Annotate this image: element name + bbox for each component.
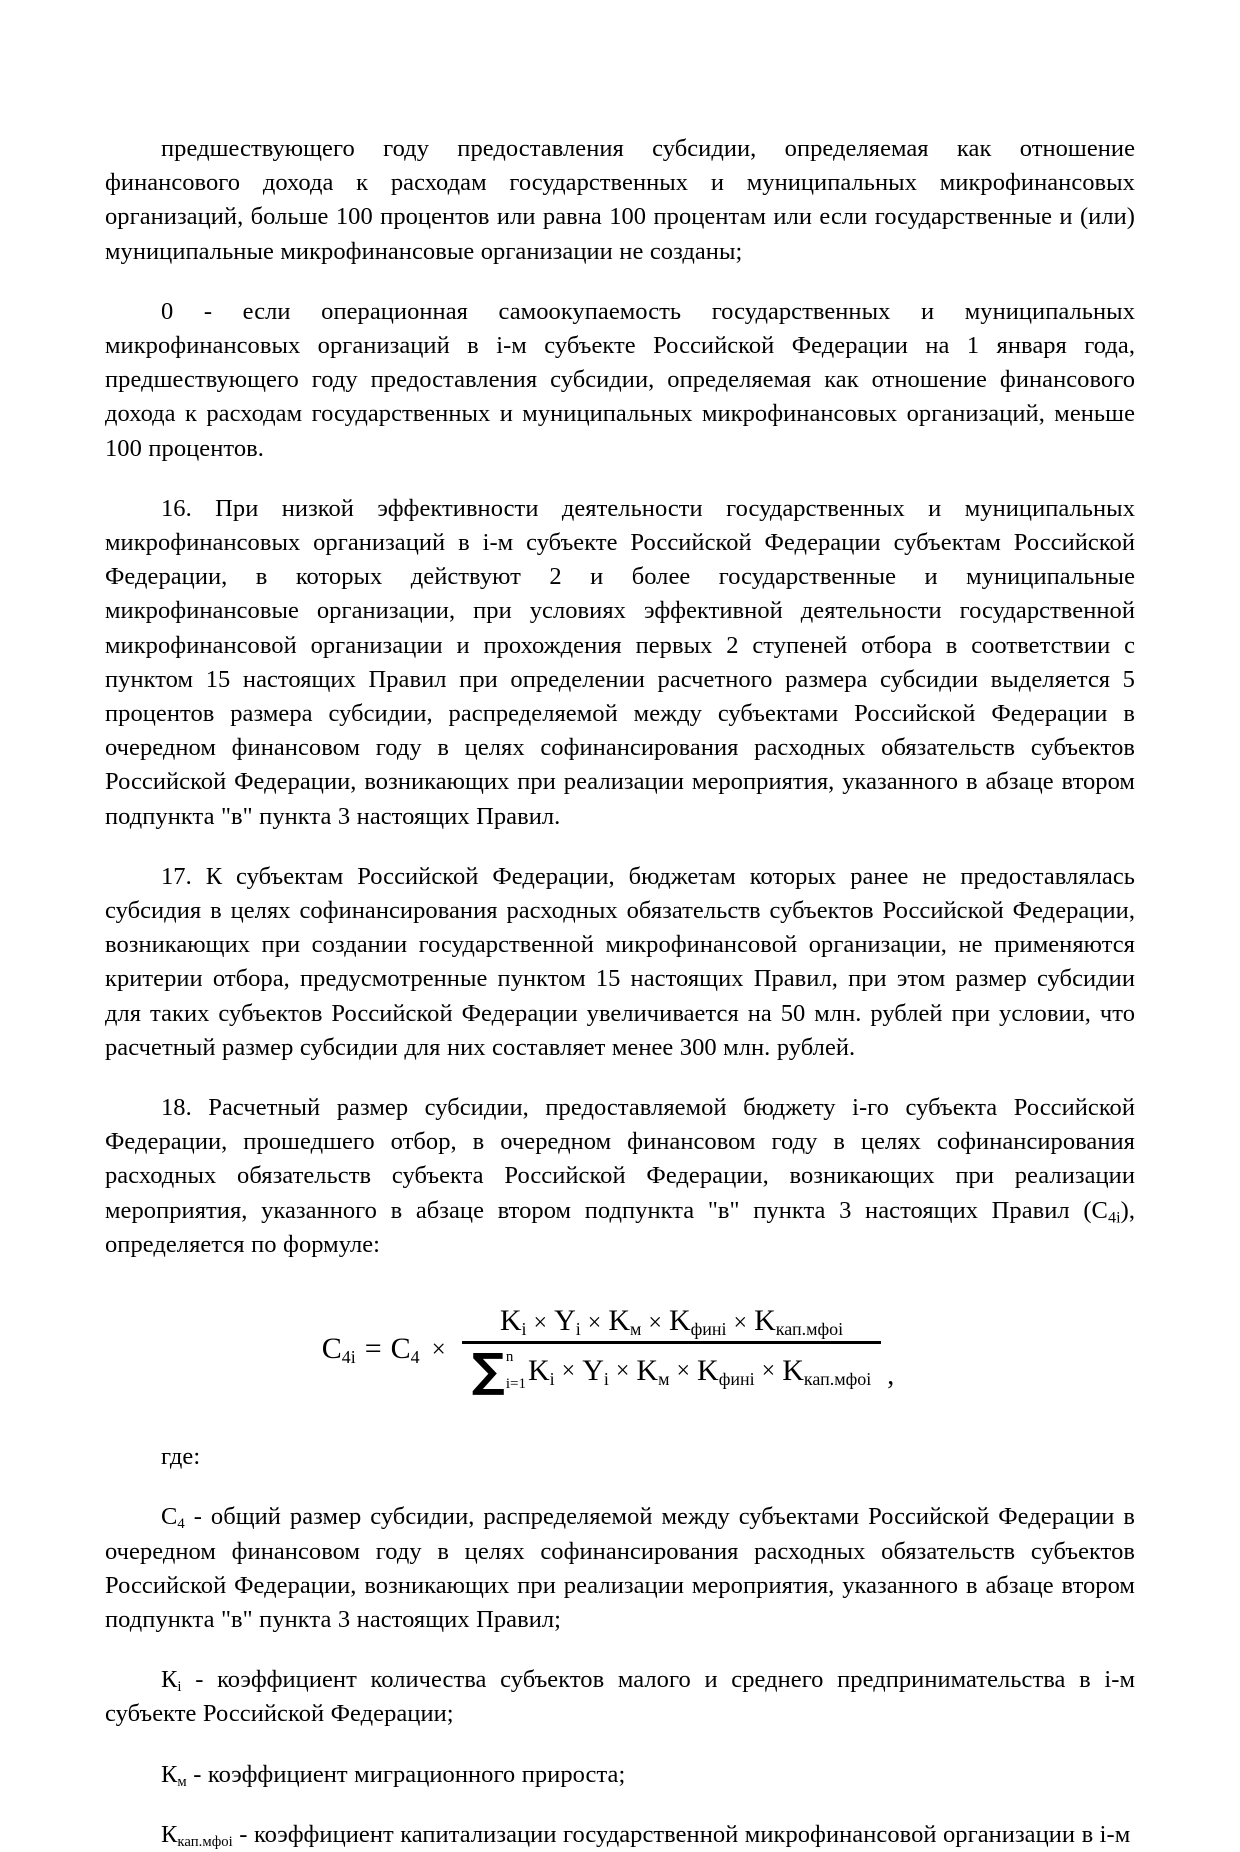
definition-ki-symbol-base: К — [161, 1666, 178, 1694]
definition-ki-symbol-sub: i — [177, 1679, 182, 1696]
paragraph-gde: где: — [161, 1443, 201, 1471]
formula-rhs-subscript: 4 — [410, 1347, 420, 1368]
definition-ki-symbol — [161, 1666, 182, 1696]
formula-den-mul-4: × — [761, 1357, 776, 1384]
formula-num-term-5 — [754, 1304, 844, 1340]
formula-den-mul-2: × — [615, 1357, 630, 1384]
definition-kkap-text: - коэффициент капитализации государственной микрофинансовой организации в i-м — [232, 1820, 1131, 1848]
formula-denominator — [462, 1342, 882, 1397]
paragraph-zero-condition: 0 - если операционная самоокупаемость государственных и муниципальных микрофинансовых организаций в i-м субъекте Российской Федерации на 1 января года, предшествующего году предоставления субсидии, определяемая как отношение финансового дохода к расходам государственных и муниципальных микрофинансовых организаций, меньше 100 процентов. — [105, 297, 1135, 462]
formula-den-term-1-base: K — [527, 1353, 550, 1387]
formula-den-term-2 — [582, 1353, 609, 1389]
paragraph-18-subscript: 4i — [1107, 1209, 1121, 1227]
formula-num-term-5-base: K — [754, 1304, 776, 1338]
summation-symbol — [471, 1342, 526, 1397]
formula-num-term-3-sub: м — [630, 1319, 642, 1340]
paragraph-18 — [105, 1091, 1135, 1262]
formula-den-term-1-sub: i — [549, 1368, 555, 1389]
definition-c4-symbol-sub: 4 — [177, 1516, 185, 1533]
formula-num-term-4 — [668, 1304, 727, 1340]
formula-num-mul-2: × — [587, 1310, 602, 1337]
formula-trailing-comma: , — [887, 1359, 895, 1391]
formula-lhs-subscript: 4i — [341, 1347, 356, 1368]
paragraph-18-text-before: 18. Расчетный размер субсидии, предоставляемой бюджету i-го субъекта Российской Федерации, прошедшего отбор, в очередном финансовом году в целях софинансирования расходных обязательств субъекта Российской Федерации, возникающих при реализации мероприятия, указанного в абзаце втором подпункта "в" пункта 3 настоящих Правил (C — [105, 1094, 1135, 1224]
formula-num-term-2-sub: i — [575, 1319, 581, 1340]
formula-left-hand-side — [321, 1332, 426, 1368]
definition-kkap — [105, 1818, 1135, 1852]
definition-km-symbol-sub: м — [177, 1773, 187, 1790]
definition-c4-symbol — [161, 1503, 185, 1533]
sigma-glyph: ∑ — [471, 1342, 505, 1397]
formula-equals-sign: = — [364, 1332, 382, 1366]
formula-num-term-1-base: K — [499, 1304, 522, 1338]
definition-c4-text: - общий размер субсидии, распределяемой между субъектами Российской Федерации в очередном финансовом году в целях софинансирования расходных обязательств субъектов Российской Федерации, возникающих при реализации мероприятия, указанного в абзаце втором подпункта "в" пункта 3 настоящих Правил; — [105, 1503, 1135, 1633]
formula-den-term-4-sub: финi — [718, 1368, 755, 1389]
sigma-lower-limit: i=1 — [505, 1375, 526, 1392]
definition-km-text: - коэффициент миграционного прироста; — [186, 1760, 626, 1788]
definition-kkap-symbol-base: К — [161, 1820, 178, 1848]
formula-den-term-4-base: K — [697, 1353, 719, 1387]
paragraph-18-text-after: ), определяется по формуле: — [105, 1196, 1135, 1258]
formula-num-term-2 — [554, 1304, 581, 1340]
formula-num-term-2-base: Y — [554, 1304, 576, 1338]
formula-multiplication-sign: × — [431, 1335, 446, 1363]
definition-c4-symbol-base: C — [161, 1503, 178, 1531]
formula-num-term-3 — [608, 1304, 642, 1340]
formula-den-term-5-base: K — [782, 1353, 804, 1387]
formula-num-mul-1: × — [533, 1310, 548, 1337]
formula-fraction — [462, 1304, 882, 1397]
formula-den-term-3-sub: м — [658, 1368, 670, 1389]
page-content — [105, 132, 1135, 1852]
formula-num-mul-4: × — [733, 1310, 748, 1337]
sigma-limits — [505, 1350, 526, 1392]
definition-ki-text: - коэффициент количества субъектов малого и среднего предпринимательства в i-м субъекте Российской Федерации; — [105, 1666, 1135, 1728]
formula-den-mul-1: × — [561, 1357, 576, 1384]
formula-den-mul-3: × — [676, 1357, 691, 1384]
formula-den-term-5-sub: кап.мфоi — [803, 1368, 872, 1389]
formula-den-term-5 — [782, 1353, 872, 1389]
formula-rhs-base: C — [390, 1332, 411, 1366]
formula-num-term-4-base: K — [668, 1304, 691, 1338]
formula-den-term-1 — [527, 1353, 555, 1389]
formula-rhs-variable — [390, 1332, 420, 1368]
formula-expression — [321, 1304, 895, 1397]
definition-kkap-symbol — [161, 1821, 233, 1848]
formula-numerator — [462, 1306, 882, 1341]
formula-num-term-1 — [499, 1304, 527, 1340]
formula-lhs-base: C — [321, 1332, 342, 1366]
definition-km-symbol — [161, 1761, 187, 1788]
definition-km — [105, 1758, 1135, 1792]
formula-num-term-1-sub: i — [521, 1319, 527, 1340]
formula-num-term-5-sub: кап.мфоi — [775, 1319, 844, 1340]
definition-c4 — [105, 1500, 1135, 1637]
formula-num-mul-3: × — [648, 1310, 662, 1337]
definition-kkap-symbol-sub: кап.мфоi — [177, 1833, 233, 1850]
formula-lhs-variable — [321, 1332, 356, 1368]
paragraph-16: 16. При низкой эффективности деятельности государственных и муниципальных микрофинансовых организаций в i-м субъекте Российской Федерации субъектам Российской Федерации, в которых действуют 2 и более государственные и муниципальные микрофинансовые организации, при условиях эффективной деятельности государственной микрофинансовой организации и прохождения первых 2 ступеней отбора в соответствии с пунктом 15 настоящих Правил при определении расчетного размера субсидии выделяется 5 процентов размера субсидии, распределяемой между субъектами Российской Федерации в очередном финансовом году в целях софинансирования расходных обязательств субъектов Российской Федерации, возникающих при реализации мероприятия, указанного в абзаце втором подпункта "в" пункта 3 настоящих Правил. — [105, 494, 1135, 830]
definition-km-symbol-base: К — [161, 1760, 178, 1788]
paragraph-continued-top: предшествующего году предоставления субсидии, определяемая как отношение финансового дохода к расходам государственных и муниципальных микрофинансовых организаций, больше 100 процентов или равна 100 процентам или если государственные и (или) муниципальные микрофинансовые организации не созданы; — [105, 135, 1135, 265]
formula-den-term-3-base: K — [636, 1353, 659, 1387]
formula-den-term-2-base: Y — [582, 1353, 604, 1387]
formula-num-term-4-sub: финi — [690, 1319, 727, 1340]
formula-c4i — [105, 1288, 1135, 1410]
definition-ki — [105, 1663, 1135, 1731]
formula-num-term-3-base: K — [608, 1304, 630, 1338]
paragraph-17: 17. К субъектам Российской Федерации, бюджетам которых ранее не предоставлялась субсидия в целях софинансирования расходных обязательств субъектов Российской Федерации, возникающих при создании государственной микрофинансовой организации, не применяются критерии отбора, предусмотренные пунктом 15 настоящих Правил, при этом размер субсидии для таких субъектов Российской Федерации увеличивается на 50 млн. рублей при условии, что расчетный размер субсидии для них составляет менее 300 млн. рублей. — [105, 862, 1135, 1061]
formula-den-term-4 — [697, 1353, 755, 1389]
formula-den-term-3 — [636, 1353, 670, 1389]
sigma-upper-limit: n — [505, 1348, 514, 1365]
formula-den-term-2-sub: i — [603, 1368, 609, 1389]
